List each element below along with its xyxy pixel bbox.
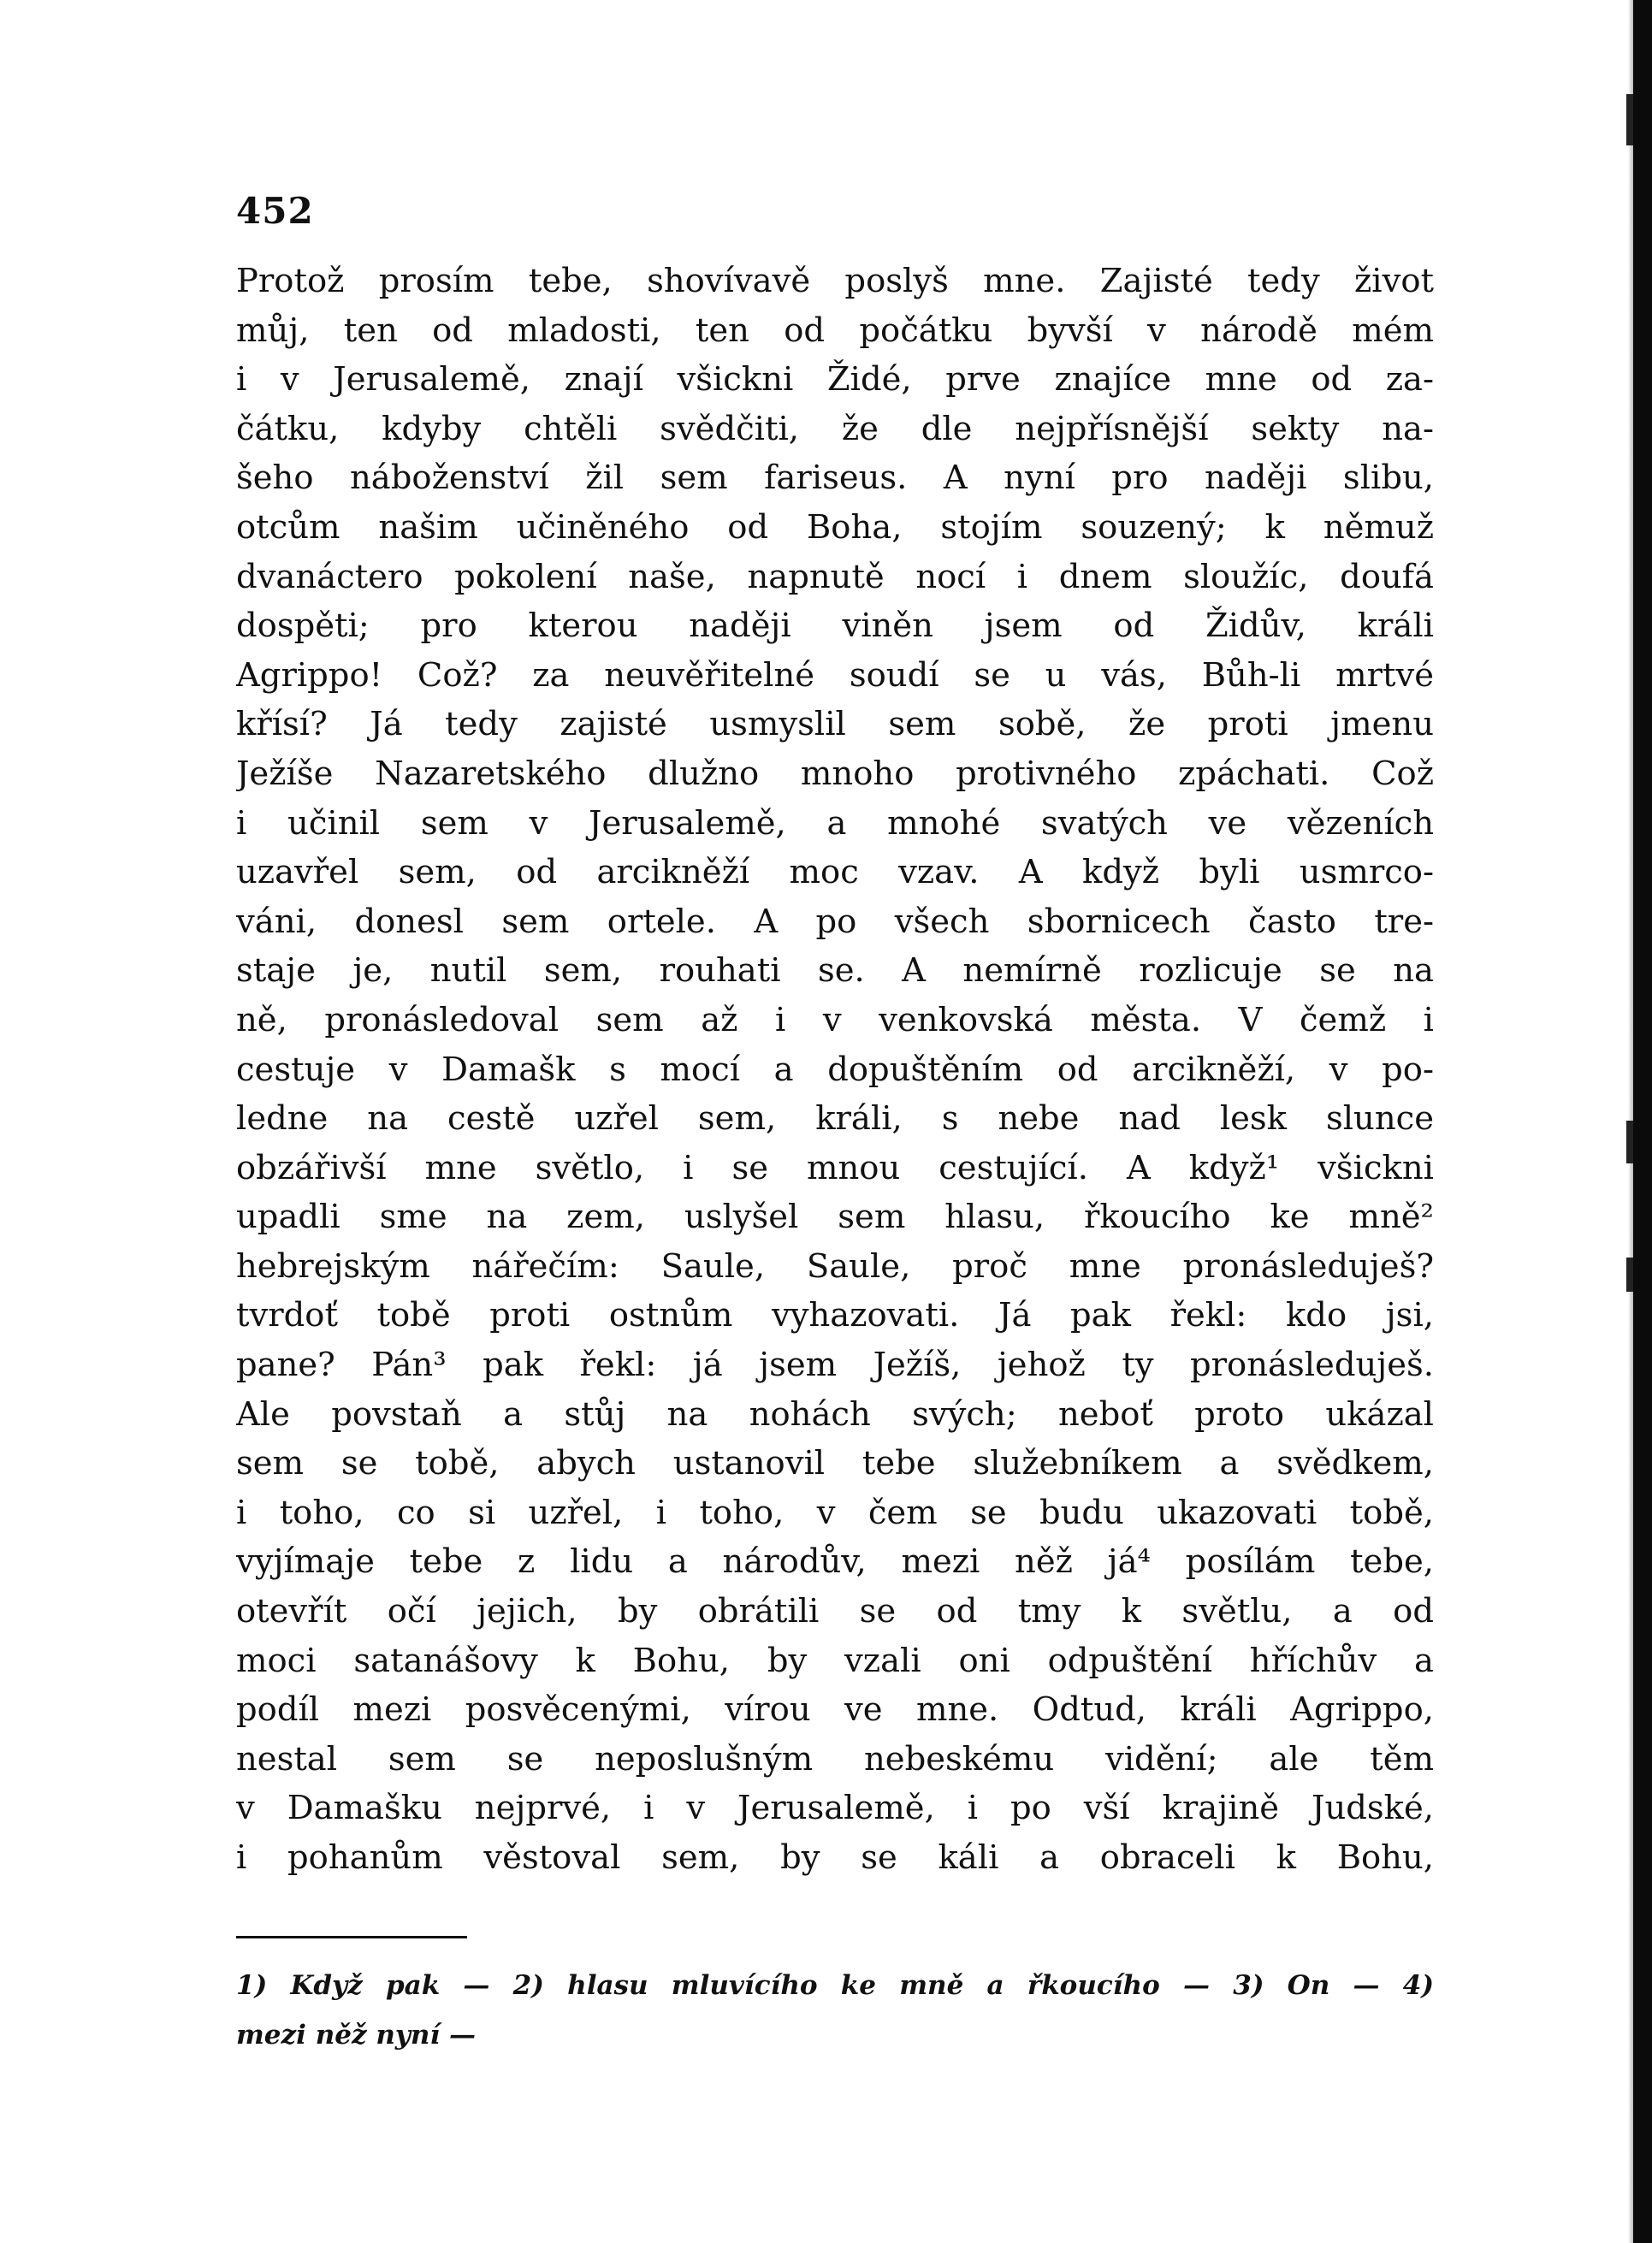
text-line: ledne na cestě uzřel sem, králi, s nebe nad lesk slunce bbox=[236, 1099, 1434, 1139]
text-line: otcům našim učiněného od Boha, stojím souzený; k němuž bbox=[236, 507, 1434, 547]
text-line: Ježíše Nazaretského dlužno mnoho protivného zpáchati. Což bbox=[236, 754, 1434, 793]
text-line: podíl mezi posvěcenými, vírou ve mne. Odtud, králi Agrippo, bbox=[236, 1690, 1434, 1730]
text-line: cestuje v Damašk s mocí a dopuštěním od arcikněží, v po- bbox=[236, 1050, 1434, 1089]
text-line: šeho náboženství žil sem fariseus. A nyní pro naději slibu, bbox=[236, 459, 1434, 498]
scan-mark bbox=[1626, 1258, 1633, 1292]
text-line: nestal sem se neposlušným nebeskému vidění; ale těm bbox=[236, 1739, 1434, 1778]
text-line: staje je, nutil sem, rouhati se. A nemírně rozlicuje se na bbox=[236, 951, 1434, 991]
footnote-line: 1) Když pak — 2) hlasu mluvícího ke mně a řkoucího — 3) On — 4) bbox=[236, 1970, 1434, 2001]
text-line: můj, ten od mladosti, ten od počátku byvší v národě mém bbox=[236, 311, 1434, 350]
scan-mark bbox=[1626, 1121, 1633, 1163]
text-line: dospěti; pro kterou naději viněn jsem od Židův, králi bbox=[236, 607, 1434, 646]
footnotes bbox=[236, 1961, 1434, 2060]
text-line: Protož prosím tebe, shovívavě poslyš mne. Zajisté tedy život bbox=[236, 262, 1434, 300]
text-line: v Damašku nejprvé, i v Jerusalemě, i po vší krajině Judské, bbox=[236, 1789, 1434, 1828]
text-line: i pohanům věstoval sem, by se káli a obraceli k Bohu, bbox=[236, 1838, 1434, 1877]
text-line: tvrdoť tobě proti ostnům vyhazovati. Já pak řekl: kdo jsi, bbox=[236, 1296, 1434, 1335]
text-line: ně, pronásledoval sem až i v venkovská města. V čemž i bbox=[236, 1000, 1434, 1039]
page-number: 452 bbox=[236, 190, 314, 232]
text-line: sem se tobě, abych ustanovil tebe služebníkem a svědkem, bbox=[236, 1444, 1434, 1483]
text-line: obzářivší mne světlo, i se mnou cestující. A když¹ všickni bbox=[236, 1148, 1434, 1187]
text-line: i v Jerusalemě, znají všickni Židé, prve znajíce mne od za- bbox=[236, 360, 1434, 399]
footnote-divider bbox=[236, 1936, 467, 1938]
text-line: hebrejským nářečím: Saule, Saule, proč mne pronásleduješ? bbox=[236, 1246, 1434, 1286]
text-line: Ale povstaň a stůj na nohách svých; neboť proto ukázal bbox=[236, 1394, 1434, 1434]
body-text bbox=[236, 257, 1434, 1883]
text-line: křísí? Já tedy zajisté usmyslil sem sobě, že proti jmenu bbox=[236, 705, 1434, 744]
text-line: čátku, kdyby chtěli svědčiti, že dle nejpřísnější sekty na- bbox=[236, 409, 1434, 448]
footnote-line: mezi něž nyní — bbox=[236, 2020, 477, 2051]
text-line: upadli sme na zem, uslyšel sem hlasu, řkoucího ke mně² bbox=[236, 1198, 1434, 1237]
text-line: pane? Pán³ pak řekl: já jsem Ježíš, jehož ty pronásleduješ. bbox=[236, 1346, 1434, 1385]
text-line: uzavřel sem, od arcikněží moc vzav. A když byli usmrco- bbox=[236, 853, 1434, 892]
text-line: vyjímaje tebe z lidu a národův, mezi něž já⁴ posílám tebe, bbox=[236, 1542, 1434, 1582]
text-line: Agrippo! Což? za neuvěřitelné soudí se u vás, Bůh-li mrtvé bbox=[236, 655, 1434, 695]
text-line: i učinil sem v Jerusalemě, a mnohé svatých ve vězeních bbox=[236, 803, 1434, 843]
text-line: moci satanášovy k Bohu, by vzali oni odpuštění hříchův a bbox=[236, 1641, 1434, 1680]
text-line: dvanáctero pokolení naše, napnutě nocí i dnem sloužíc, doufá bbox=[236, 557, 1434, 596]
text-line: i toho, co si uzřel, i toho, v čem se budu ukazovati tobě, bbox=[236, 1493, 1434, 1532]
text-line: otevřít očí jejich, by obrátili se od tmy k světlu, a od bbox=[236, 1592, 1434, 1631]
scan-edge bbox=[1633, 0, 1652, 2243]
text-line: váni, donesl sem ortele. A po všech sbornicech často tre- bbox=[236, 902, 1434, 941]
scan-mark bbox=[1626, 94, 1633, 145]
